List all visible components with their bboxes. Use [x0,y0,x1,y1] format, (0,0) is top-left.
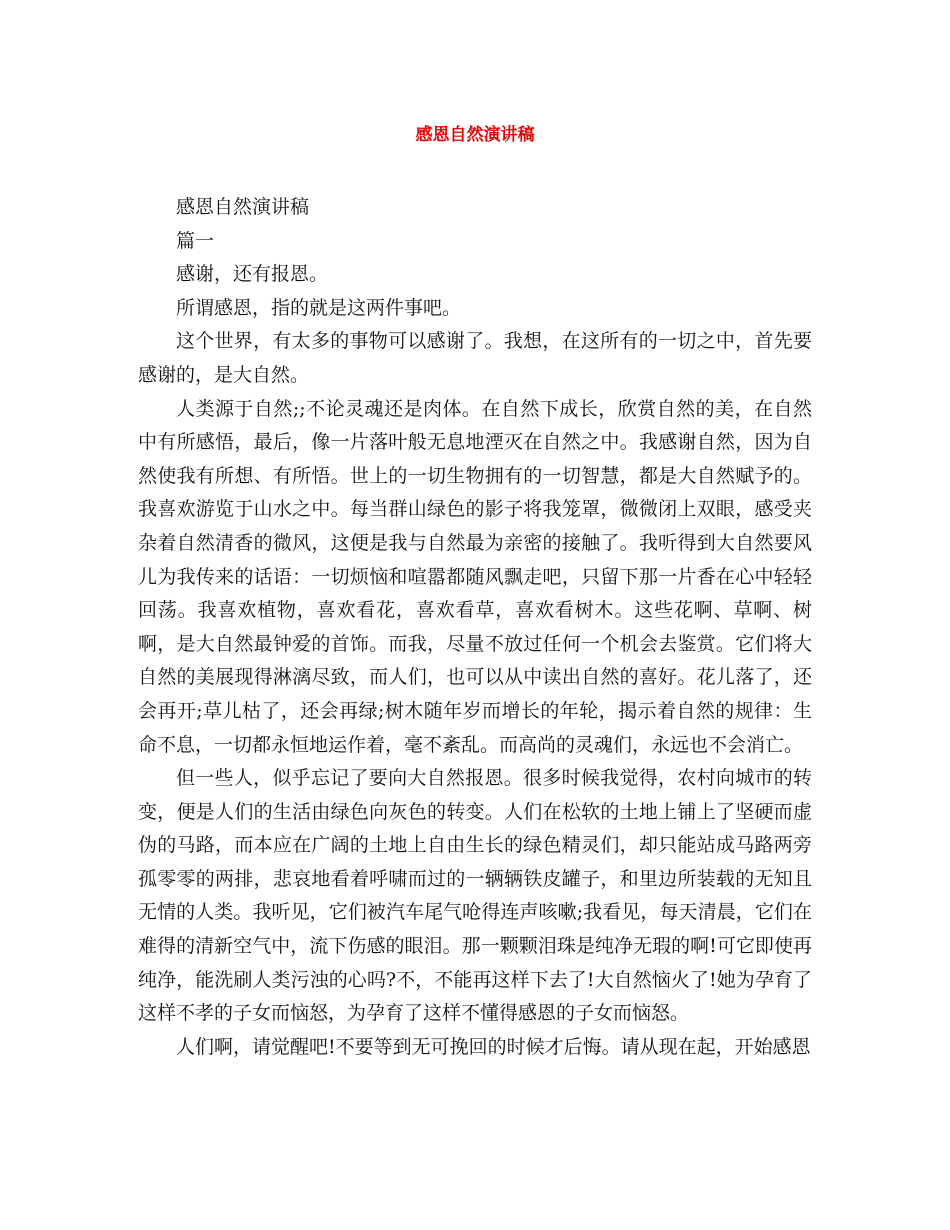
paragraph-section-heading: 篇一 [176,229,215,252]
paragraph: 人类源于自然;;不论灵魂还是肉体。在自然下成长，欣赏自然的美，在自然中有所感悟，最后，像一片落叶般无息地湮灭在自然之中。我感谢自然，因为自然使我有所想、有所悟。世上的一切生物拥有的一切智慧，都是大自然赋予的。我喜欢游览于山水之中。每当群山绿色的影子将我笼罩，微微闭上双眼，感受夹杂着自然清香的微风，这便是我与自然最为亲密的接触了。我听得到大自然要风儿为我传来的话语：一切烦恼和喧嚣都随风飘走吧，只留下那一片香在心中轻轻回荡。我喜欢植物，喜欢看花，喜欢看草，喜欢看树木。这些花啊、草啊、树啊，是大自然最钟爱的首饰。而我，尽量不放过任何一个机会去鉴赏。它们将大自然的美展现得淋漓尽致，而人们，也可以从中读出自然的喜好。花儿落了，还会再开;草儿枯了，还会再绿;树木随年岁而增长的年轮，揭示着自然的规律：生命不息，一切都永恒地运作着，毫不紊乱。而高尚的灵魂们，永远也不会消亡。 [138,397,812,756]
paragraph: 人们啊，请觉醒吧!不要等到无可挽回的时候才后悔。请从现在起，开始感恩 [176,1035,811,1058]
document-title: 感恩自然演讲稿 [415,125,535,145]
paragraph: 所谓感恩，指的就是这两件事吧。 [176,296,462,319]
paragraph: 感谢，还有报恩。 [176,263,329,286]
paragraph-subtitle: 感恩自然演讲稿 [176,196,310,218]
document-body [138,191,812,1064]
paragraph: 但一些人，似乎忘记了要向大自然报恩。很多时候我觉得，农村向城市的转变，便是人们的生活由绿色向灰色的转变。人们在松软的土地上铺上了坚硬而虚伪的马路，而本应在广阔的土地上自由生长的绿色精灵们，却只能站成马路两旁孤零零的两排，悲哀地看着呼啸而过的一辆辆铁皮罐子，和里边所装载的无知且无情的人类。我听见，它们被汽车尾气呛得连声咳嗽;我看见，每天清晨，它们在难得的清新空气中，流下伤感的眼泪。那一颗颗泪珠是纯净无瑕的啊!可它即使再纯净，能洗刷人类污浊的心吗?不，不能再这样下去了!大自然恼火了!她为孕育了这样不孝的子女而恼怒，为孕育了这样不懂得感恩的子女而恼怒。 [138,767,812,1025]
paragraph: 这个世界，有太多的事物可以感谢了。我想，在这所有的一切之中，首先要感谢的，是大自然。 [138,330,812,386]
